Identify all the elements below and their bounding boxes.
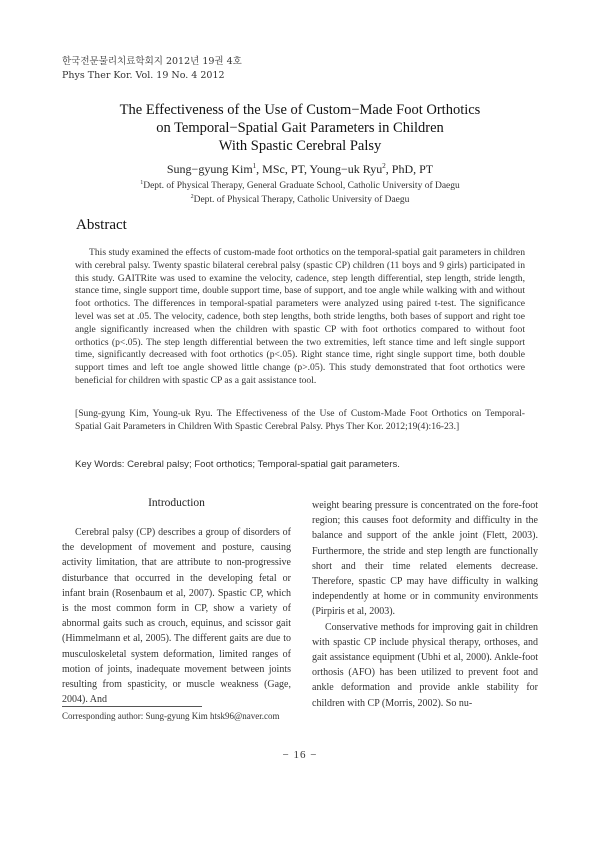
introduction-paragraph-1: Cerebral palsy (CP) describes a group of disorders of the development of movement and posture, causing activity limitation, that are attribute to non-progressive disturbance that occurred in the developing fetal or infant brain (Rosenbaum et al, 2007). Spastic CP, which is the most common form in CP, show a variety of abnormal gaits such as crouch, equinus, and scissor gait (Himmelmann et al, 2005). The different gaits are due to musculoskeletal system deformation, limited ranges of motion of joints, inadequate movement between joints resulting from spasticity, or muscle weakness (Gage, 2004). And: [62, 527, 291, 706]
journal-name-english: Phys Ther Kor. Vol. 19 No. 4 2012: [62, 70, 225, 81]
introduction-paragraph-2: Conservative methods for improving gait in children with spastic CP include physical therapy, orthoses, and gait assistance equipment (Ubhi et al, 2000). Ankle-foot orthosis (AFO) has been utilized to prevent foot and ankle deformation and provide ankle stability for children with CP (Morris, 2002). So nu-: [312, 621, 538, 709]
author-1-credentials: , MSc, PT,: [256, 162, 310, 176]
title-line-2: on Temporal−Spatial Gait Parameters in Children: [156, 120, 444, 136]
affiliation-1: [60, 180, 540, 191]
title-line-1: The Effectiveness of the Use of Custom−Made Foot Orthotics: [119, 102, 481, 118]
citation-block: [Sung-gyung Kim, Young-uk Ryu. The Effectiveness of the Use of Custom-Made Foot Orthotics on Temporal-Spatial Gait Parameters in Children With Spastic Cerebral Palsy. Phys Ther Kor. 2012;19(4):16-23.]: [75, 408, 525, 432]
page-number: − 16 −: [282, 749, 318, 761]
right-column: [312, 498, 538, 711]
title-line-3: With Spastic Cerebral Palsy: [218, 138, 382, 154]
left-column: [62, 525, 291, 707]
author-name-2: Young−uk Ryu: [309, 162, 383, 176]
keywords-label: Key Words:: [75, 459, 125, 470]
introduction-paragraph-continued: weight bearing pressure is concentrated on the fore-foot region; this causes foot deformity and difficulty in the balance and support of the ankle joint (Flett, 2003). Furthermore, the stride and step length are functionally short and their time related elements decrease. Therefore, spastic CP may have difficulty in walking independently at home or in community environments (Pirpiris et al, 2003).: [312, 500, 538, 618]
affiliation-1-mark: 1: [140, 180, 144, 186]
footnote-divider: [62, 706, 202, 707]
corresponding-author-footnote: Corresponding author: Sung-gyung Kim htsk96@naver.com: [62, 711, 280, 721]
introduction-heading: Introduction: [148, 497, 205, 509]
abstract-body: This study examined the effects of custom-made foot orthotics on the temporal-spatial gait parameters in children with cerebral palsy. Twenty spastic bilateral cerebral palsy (spastic CP) children (11 boys and 9 girls) participated in this study. GAITRite was used to examine the velocity, cadence, step length differential, step length, stride length, stance time, single support time, double support time, base of support, and toe angle while walking with and without foot orthotics. The differences in temporal-spatial parameters were analyzed using paired t-test. The significance level was set at .05. The velocity, cadence, both step lengths, both stride lengths, both bases of support and right toe angle significantly increased when the children with spastic CP with foot orthotics compared to without foot orthotics (p<.05). The step length differential between the two extremities, left stance time and left single support time, significantly decreased with foot orthotics (p<.05). Right stance time, right single support time, both double support times and left toe angle showed little change (p>.05). This study demonstrated that foot orthotics were beneficial for children with spastic CP as a gait assistance tool.: [75, 247, 525, 386]
author-name-1: Sung−gyung Kim: [166, 162, 253, 176]
journal-name-korean: 한국전문물리치료학회지 2012년 19권 4호: [62, 56, 242, 67]
affiliation-2: [60, 194, 540, 205]
keywords-line: [75, 459, 525, 470]
author-line: [60, 162, 540, 177]
article-title: [60, 101, 540, 155]
affiliation-2-text: Dept. of Physical Therapy, Catholic University of Daegu: [193, 195, 410, 206]
keywords-text: Cerebral palsy; Foot orthotics; Temporal-spatial gait parameters.: [127, 459, 400, 470]
author-2-credentials: , PhD, PT: [385, 162, 434, 176]
affiliation-1-text: Dept. of Physical Therapy, General Graduate School, Catholic University of Daegu: [143, 181, 460, 192]
affiliation-2-mark: 2: [190, 194, 194, 200]
journal-header: [62, 55, 242, 83]
author-2-affiliation-mark: 2: [382, 162, 386, 170]
abstract-heading: Abstract: [76, 217, 127, 233]
author-1-affiliation-mark: 1: [252, 162, 257, 170]
